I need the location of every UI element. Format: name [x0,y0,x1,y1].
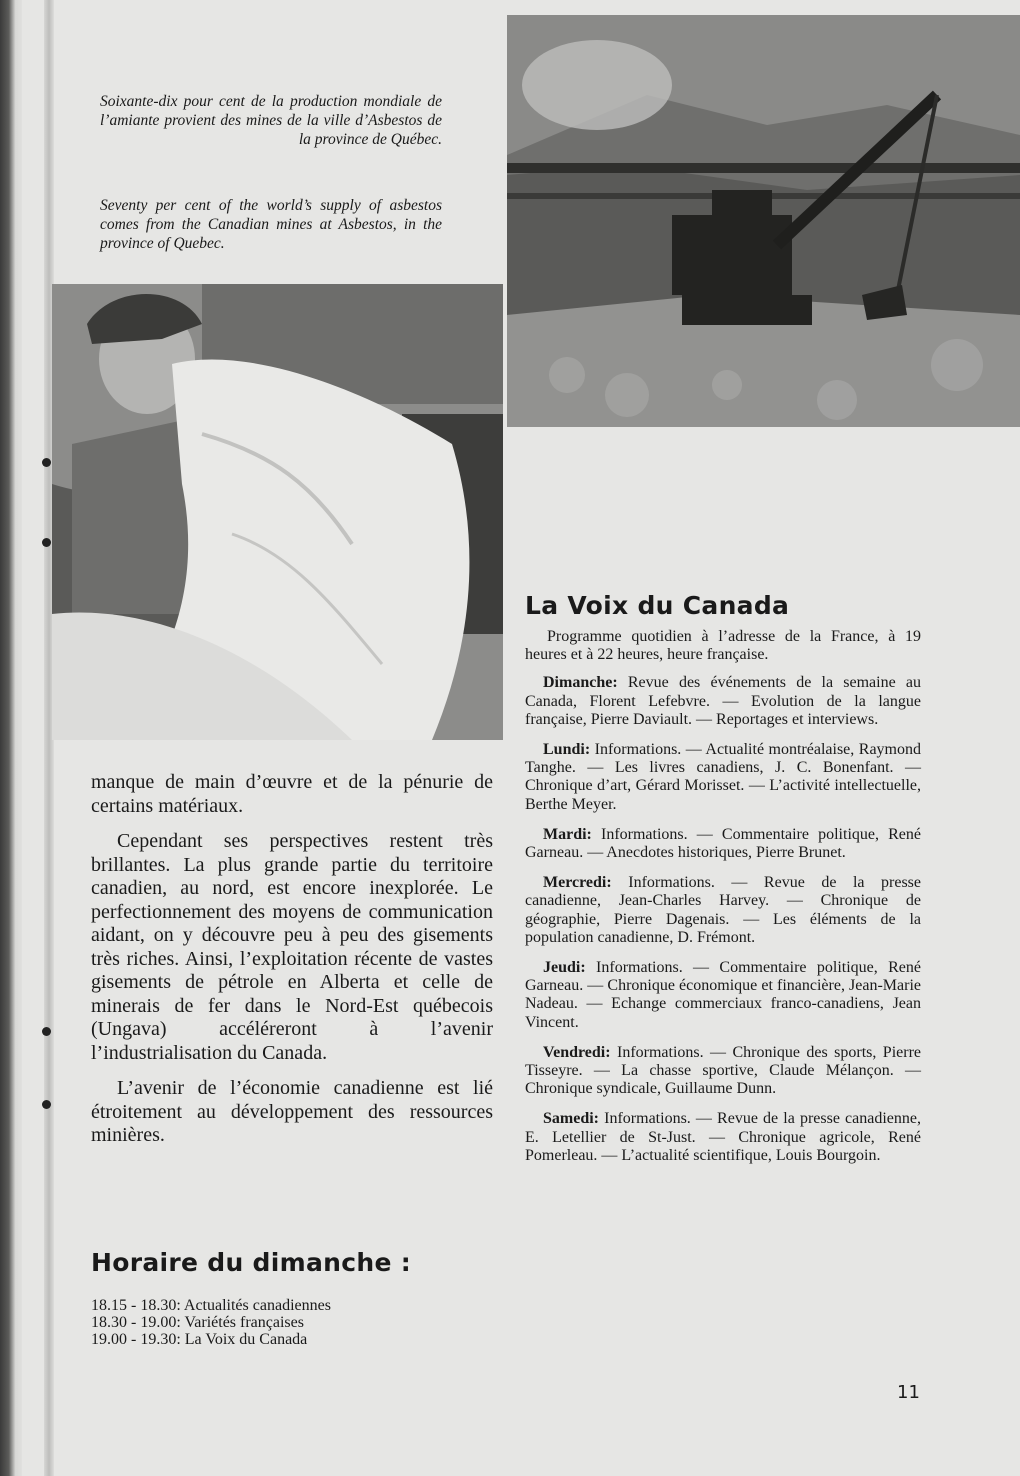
day-text: Informations. — Actualité montréalaise, Raymond Tanghe. — Les livres canadiens, J. C. Bonenfant. — Chronique d’art, Gérard Morisset. — L’activité intellectuelle, Berthe Meyer. [525,741,921,813]
day-entry [525,741,921,814]
day-label: Dimanche: [543,674,618,692]
radio-programme [525,628,921,1177]
staple [42,458,51,467]
schedule-row: 19.00 - 19.30: La Voix du Canada [91,1331,308,1348]
day-entry [525,674,921,729]
schedule-row: 18.30 - 19.00: Variétés françaises [91,1314,304,1331]
day-label: Mercredi: [543,874,612,892]
day-text: Informations. — Revue de la presse canadienne, Jean-Charles Harvey. — Chronique de géographie, Pierre Dagenais. — Les éléments de la population canadienne, D. Frémont. [525,874,922,946]
schedule-list [91,1297,421,1348]
day-label: Vendredi: [543,1043,611,1061]
caption-english: Seventy per cent of the world’s supply of asbestos comes from the Canadian mines at Asbestos, in the province of Quebec. [100,197,442,252]
day-text: Revue des événements de la semaine au Canada, Florent Lefebvre. — Evolution de la langue française, Pierre Daviault. — Reportages et interviews. [525,674,922,728]
schedule-heading: Horaire du dimanche : [91,1248,412,1277]
caption-french: Soixante-dix pour cent de la production mondiale de l’amiante provient des mines de la ville d’Asbestos de la province de Québec. [100,93,442,148]
staple [42,1100,51,1109]
page-edge [0,0,22,1476]
body-paragraph: Cependant ses perspectives restent très brillantes. La plus grande partie du territoire canadien, au nord, est encore inexplorée. Le perfectionnement des moyens de communication aidant, on y découvre peu à peu des gisements très riches. Ainsi, l’exploitation récente de vastes gisements de pétrole en Alberta et celle de minerais de fer dans le Nord-Est québecois (Ungava) accéléreront à l’avenir l’industrialisation du Canada. [91,830,493,1064]
day-entry [525,874,921,947]
day-label: Jeudi: [543,959,586,977]
staple [42,1027,51,1036]
day-label: Samedi: [543,1110,599,1128]
staple [42,538,51,547]
page-number: 11 [897,1382,920,1403]
asbestos-mine-photo [507,15,1020,427]
asbestos-worker-photo [52,284,503,740]
day-text: Informations. — Chronique des sports, Pierre Tisseyre. — La chasse sportive, Claude Mélançon. — Chronique syndicale, Guillaume Dunn. [525,1043,922,1098]
radio-intro: Programme quotidien à l’adresse de la France, à 19 heures et à 22 heures, heure française. [525,628,921,664]
day-entry [525,959,921,1032]
schedule-row: 18.15 - 18.30: Actualités canadiennes [91,1297,331,1314]
day-entry [525,826,921,862]
day-text: Informations. — Revue de la presse canadienne, E. Letellier de St-Just. — Chronique agricole, René Pomerleau. — L’actualité scientifique, Louis Bourgoin. [525,1110,922,1164]
day-entry [525,1044,921,1099]
day-label: Mardi: [543,825,592,843]
article-body [91,771,493,1148]
day-entry [525,1110,921,1165]
day-label: Lundi: [543,741,591,759]
day-text: Informations. — Commentaire politique, René Garneau. — Anecdotes historiques, Pierre Brunet. [525,825,921,862]
body-paragraph: manque de main d’œuvre et de la pénurie de certains matériaux. [91,771,493,817]
day-text: Informations. — Commentaire politique, René Garneau. — Chronique économique et financière, Jean-Marie Nadeau. — Echange commerciaux franco-canadiens, Jean Vincent. [525,959,922,1031]
radio-heading: La Voix du Canada [525,591,790,620]
body-paragraph: L’avenir de l’économie canadienne est lié étroitement au développement des ressources minières. [91,1077,493,1146]
